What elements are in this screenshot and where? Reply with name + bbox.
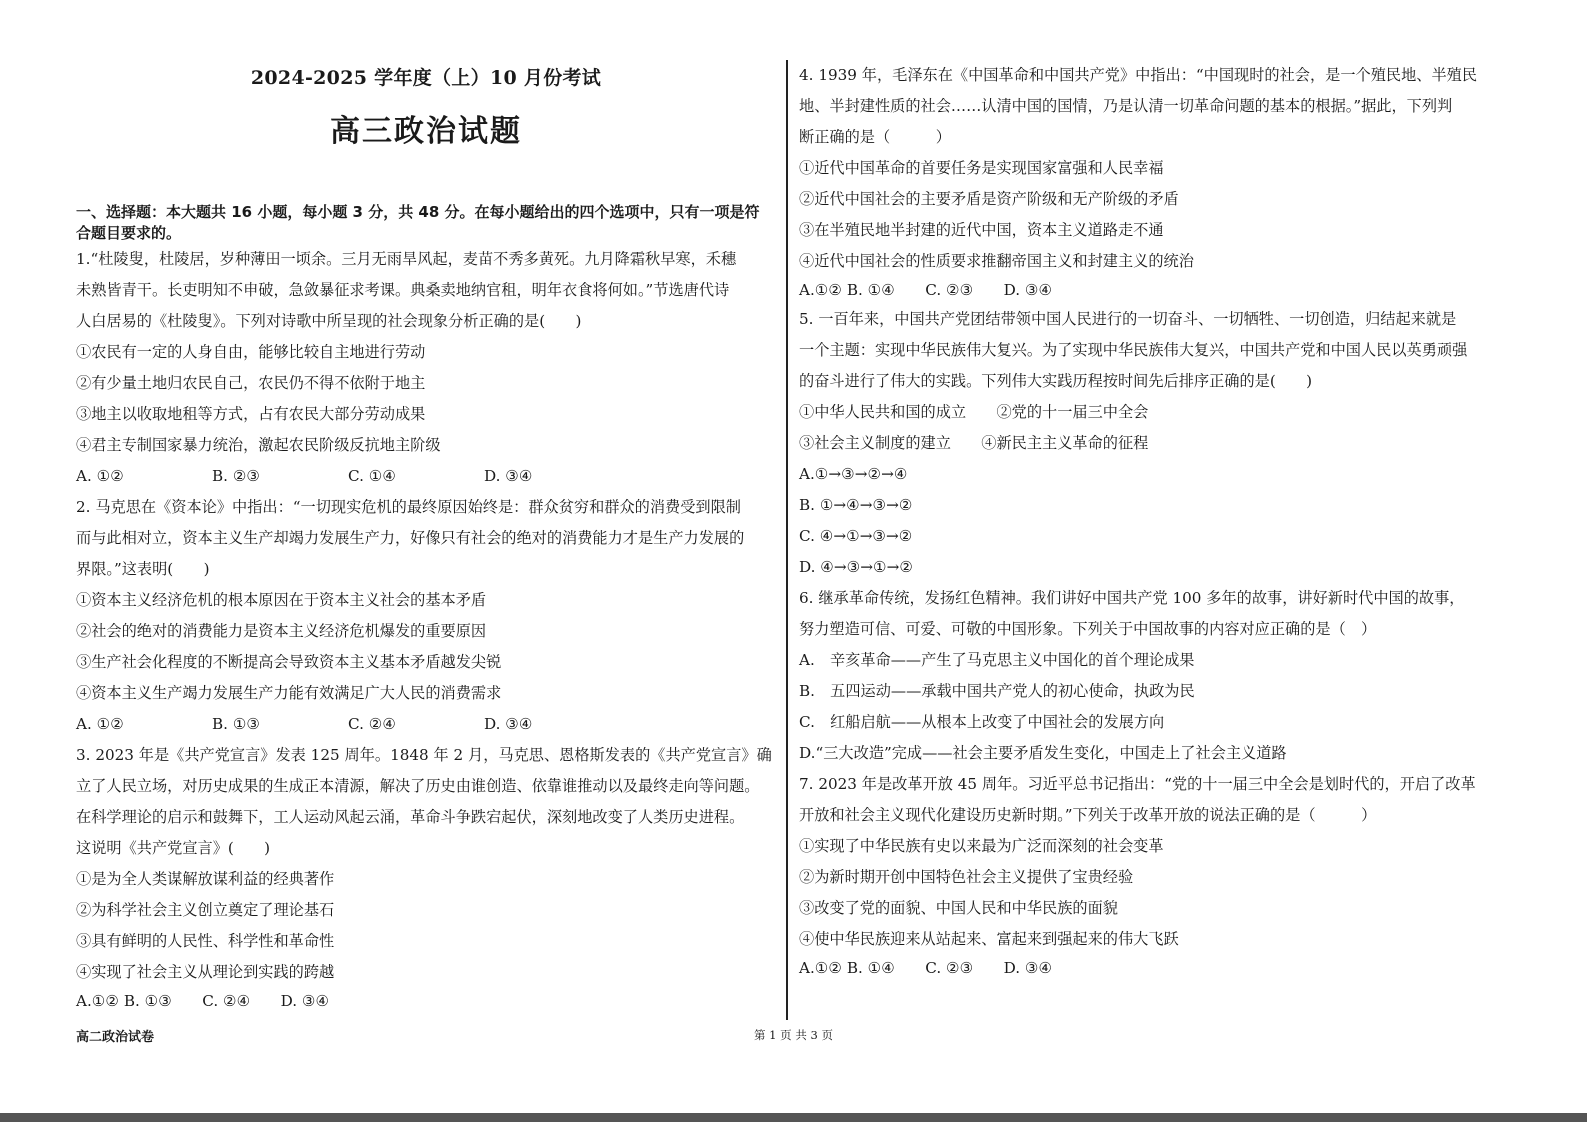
question-stem-line: 2. 马克思在《资本论》中指出：“一切现实危机的最终原因始终是：群众贫穷和群众的消费受到限制 xyxy=(76,498,741,516)
question-stem-line: 的奋斗进行了伟大的实践。下列伟大实践历程按时间先后排序正确的是( ) xyxy=(799,372,1313,390)
column-divider xyxy=(786,60,788,1020)
question-stem-line: 而与此相对立，资本主义生产却竭力发展生产力，好像只有社会的绝对的消费能力才是生产力发展的 xyxy=(76,529,745,547)
question-7 xyxy=(799,769,1504,982)
question-stem-line: 人白居易的《杜陵叟》。下列对诗歌中所呈现的社会现象分析正确的是( ) xyxy=(76,312,582,330)
option-b: B. ①→④→③→② xyxy=(799,496,913,514)
question-1 xyxy=(76,244,776,492)
answer-options: A.①② B. ①③ C. ②④ D. ③④ xyxy=(76,992,330,1010)
statement-item: ③具有鲜明的人民性、科学性和革命性 xyxy=(76,932,335,950)
footer-label: 高二政治试卷 xyxy=(76,1030,155,1045)
statement-item: ①中华人民共和国的成立 ②党的十一届三中全会 xyxy=(799,403,1149,421)
statement-item: ②近代中国社会的主要矛盾是资产阶级和无产阶级的矛盾 xyxy=(799,190,1179,208)
option-b: B. ①③ xyxy=(212,715,261,733)
option-d: D. ④→③→①→② xyxy=(799,558,913,576)
statement-item: ①是为全人类谋解放谋利益的经典著作 xyxy=(76,870,335,888)
statement-item: ①近代中国革命的首要任务是实现国家富强和人民幸福 xyxy=(799,159,1164,177)
option-b: B. 五四运动——承载中国共产党人的初心使命，执政为民 xyxy=(799,682,1195,700)
answer-options: A.①② B. ①④ C. ②③ D. ③④ xyxy=(799,281,1053,299)
statement-item: ③社会主义制度的建立 ④新民主主义革命的征程 xyxy=(799,434,1149,452)
option-c: C. ②④ xyxy=(348,715,396,733)
question-stem-line: 努力塑造可信、可爱、可敬的中国形象。下列关于中国故事的内容对应正确的是（ ） xyxy=(799,620,1377,638)
option-c: C. ①④ xyxy=(348,467,396,485)
option-a: A. ①② xyxy=(76,467,124,485)
answer-options xyxy=(76,461,776,492)
page-number: 第 1 页 共 3 页 xyxy=(754,1028,833,1042)
right-column xyxy=(799,60,1504,982)
option-d: D. ③④ xyxy=(484,467,533,485)
left-column xyxy=(76,60,776,1015)
statement-item: ①实现了中华民族有史以来最为广泛而深刻的社会变革 xyxy=(799,837,1164,855)
question-stem-line: 立了人民立场，对历史成果的生成正本清源，解决了历史由谁创造、依靠谁推动以及最终走向等问题。 xyxy=(76,777,760,795)
question-stem-line: 界限。”这表明( ) xyxy=(76,560,210,578)
statement-item: ④实现了社会主义从理论到实践的跨越 xyxy=(76,963,335,981)
section-heading-line: 一、选择题：本大题共 16 小题，每小题 3 分，共 48 分。在每小题给出的四个选项中，只有一项是符 xyxy=(76,203,760,221)
question-stem-line: 5. 一百年来，中国共产党团结带领中国人民进行的一切奋斗、一切牺牲、一切创造，归结起来就是 xyxy=(799,310,1457,328)
section-heading-line: 合题目要求的。 xyxy=(76,224,182,242)
question-stem-line: 3. 2023 年是《共产党宣言》发表 125 周年。1848 年 2 月，马克思、恩格斯发表的《共产党宣言》确 xyxy=(76,746,772,764)
question-stem-line: 6. 继承革命传统，发扬红色精神。我们讲好中国共产党 100 多年的故事，讲好新时代中国的故事， xyxy=(799,589,1465,607)
statement-item: ①农民有一定的人身自由，能够比较自主地进行劳动 xyxy=(76,343,426,361)
bottom-border xyxy=(0,1113,1587,1122)
option-d: D.“三大改造”完成——社会主要矛盾发生变化，中国走上了社会主义道路 xyxy=(799,744,1287,762)
question-stem-line: 地、半封建性质的社会……认清中国的国情，乃是认清一切革命问题的基本的根据。”据此，下列判 xyxy=(799,97,1453,115)
question-stem-line: 这说明《共产党宣言》( ) xyxy=(76,839,271,857)
option-b: B. ②③ xyxy=(212,467,261,485)
answer-options: A.①② B. ①④ C. ②③ D. ③④ xyxy=(799,959,1053,977)
option-c: C. ④→①→③→② xyxy=(799,527,913,545)
answer-options xyxy=(76,709,776,740)
subject-title: 高三政治试题 xyxy=(330,114,522,149)
statement-item: ③改变了党的面貌、中国人民和中华民族的面貌 xyxy=(799,899,1118,917)
question-2 xyxy=(76,492,776,740)
exam-title: 2024-2025 学年度（上）10 月份考试 xyxy=(250,67,602,89)
statement-item: ④君主专制国家暴力统治，激起农民阶级反抗地主阶级 xyxy=(76,436,441,454)
statement-item: ①资本主义经济危机的根本原因在于资本主义社会的基本矛盾 xyxy=(76,591,487,609)
statement-item: ②有少量土地归农民自己，农民仍不得不依附于地主 xyxy=(76,374,426,392)
question-6 xyxy=(799,583,1504,769)
statement-item: ④使中华民族迎来从站起来、富起来到强起来的伟大飞跃 xyxy=(799,930,1179,948)
statement-item: ②为新时期开创中国特色社会主义提供了宝贵经验 xyxy=(799,868,1134,886)
question-stem-line: 开放和社会主义现代化建设历史新时期。”下列关于改革开放的说法正确的是（ ） xyxy=(799,806,1377,824)
option-a: A. 辛亥革命——产生了马克思主义中国化的首个理论成果 xyxy=(799,651,1195,669)
question-stem-line: 1.“杜陵叟，杜陵居，岁种薄田一顷余。三月无雨旱风起，麦苗不秀多黄死。九月降霜秋早寒，禾穗 xyxy=(76,250,737,268)
statement-item: ③在半殖民地半封建的近代中国，资本主义道路走不通 xyxy=(799,221,1164,239)
section-heading xyxy=(76,202,776,244)
statement-item: ②为科学社会主义创立奠定了理论基石 xyxy=(76,901,335,919)
question-stem-line: 断正确的是（ ） xyxy=(799,128,951,146)
option-a: A. ①② xyxy=(76,715,124,733)
question-4 xyxy=(799,60,1504,304)
question-stem-line: 一个主题：实现中华民族伟大复兴。为了实现中华民族伟大复兴，中国共产党和中国人民以英勇顽强 xyxy=(799,341,1468,359)
statement-item: ④近代中国社会的性质要求推翻帝国主义和封建主义的统治 xyxy=(799,252,1194,270)
option-a: A.①→③→②→④ xyxy=(799,465,908,483)
question-stem-line: 4. 1939 年，毛泽东在《中国革命和中国共产党》中指出：“中国现时的社会，是一个殖民地、半殖民 xyxy=(799,66,1478,84)
question-stem-line: 7. 2023 年是改革开放 45 周年。习近平总书记指出：“党的十一届三中全会是划时代的，开启了改革 xyxy=(799,775,1476,793)
statement-item: ③生产社会化程度的不断提高会导致资本主义基本矛盾越发尖锐 xyxy=(76,653,502,671)
question-stem-line: 未熟皆青干。长吏明知不申破，急敛暴征求考课。典桑卖地纳官租，明年衣食将何如。”节选唐代诗 xyxy=(76,281,730,299)
question-5 xyxy=(799,304,1504,583)
question-3 xyxy=(76,740,776,1015)
statement-item: ③地主以收取地租等方式，占有农民大部分劳动成果 xyxy=(76,405,426,423)
question-stem-line: 在科学理论的启示和鼓舞下，工人运动风起云涌，革命斗争跌宕起伏，深刻地改变了人类历史进程。 xyxy=(76,808,745,826)
option-c: C. 红船启航——从根本上改变了中国社会的发展方向 xyxy=(799,713,1165,731)
statement-item: ②社会的绝对的消费能力是资本主义经济危机爆发的重要原因 xyxy=(76,622,487,640)
statement-item: ④资本主义生产竭力发展生产力能有效满足广大人民的消费需求 xyxy=(76,684,502,702)
option-d: D. ③④ xyxy=(484,715,533,733)
